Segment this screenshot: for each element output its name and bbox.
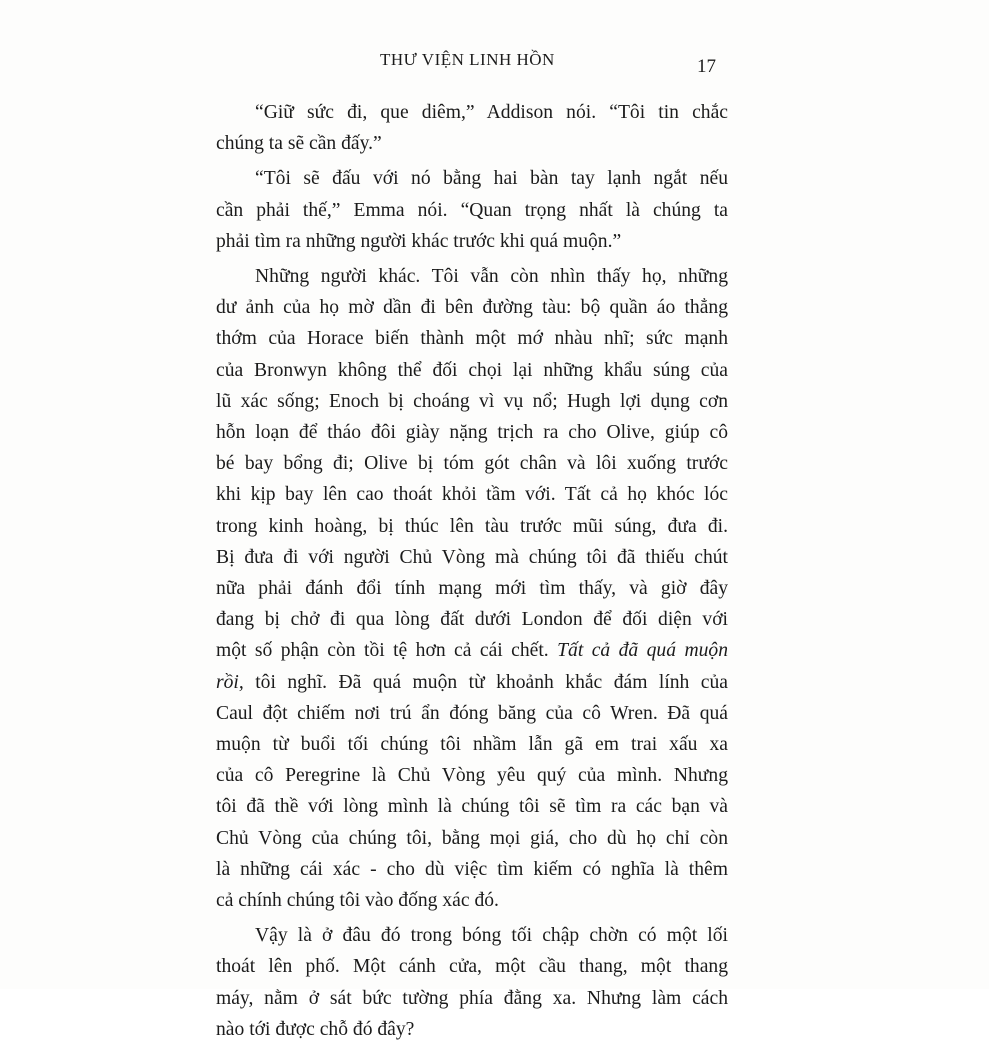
paragraph-1 xyxy=(216,97,728,159)
text-line: Caul đột chiếm nơi trú ẩn đóng băng của cô Wren. Đã quá xyxy=(216,702,728,724)
text-line: nữa phải đánh đổi tính mạng mới tìm thấy, và giờ đây xyxy=(216,578,728,600)
page-number: 17 xyxy=(697,56,716,77)
text-line: dư ảnh của họ mờ dần đi bên đường tàu: bộ quần áo thẳng xyxy=(216,297,728,319)
text-line: Vậy là ở đâu đó trong bóng tối chập chờn có một lối xyxy=(255,925,728,947)
text-line: thoát lên phố. Một cánh cửa, một cầu thang, một thang xyxy=(216,956,728,978)
text-segment: một số phận còn tồi tệ hơn cả cái chết. xyxy=(216,640,549,662)
body-text xyxy=(216,97,728,1045)
text-line: cần phải thế,” Emma nói. “Quan trọng nhất là chúng ta xyxy=(216,199,728,221)
text-line: lũ xác sống; Enoch bị choáng vì vụ nổ; Hugh lợi dụng cơn xyxy=(216,390,728,412)
text-line: cả chính chúng tôi vào đống xác đó. xyxy=(216,890,499,912)
text-line: của cô Peregrine là Chủ Vòng yêu quý của mình. Nhưng xyxy=(216,765,728,787)
text-line: nào tới được chỗ đó đây? xyxy=(216,1018,415,1040)
text-line: chúng ta sẽ cần đấy.” xyxy=(216,133,382,155)
paragraph-3 xyxy=(216,261,728,916)
text-line: trong kinh hoàng, bị thúc lên tàu trước mũi súng, đưa đi. xyxy=(216,515,728,537)
text-line: thớm của Horace biến thành một mớ nhàu nhĩ; sức mạnh xyxy=(216,328,728,350)
running-header: THƯ VIỆN LINH HỒN xyxy=(380,50,555,69)
text-line: máy, nằm ở sát bức tường phía đằng xa. Nhưng làm cách xyxy=(216,987,728,1009)
italic-text: Tất cả đã quá muộn xyxy=(557,640,728,662)
italic-text: rồi, xyxy=(216,671,244,693)
text-line: đang bị chở đi qua lòng đất dưới London để đối diện với xyxy=(216,609,728,631)
text-line: là những cái xác - cho dù việc tìm kiếm có nghĩa là thêm xyxy=(216,858,728,880)
text-line: muộn từ buổi tối chúng tôi nhầm lẫn gã em trai xấu xa xyxy=(216,734,728,756)
text-line-mixed xyxy=(216,667,728,698)
text-segment: tôi nghĩ. Đã quá muộn từ khoảnh khắc đám lính của xyxy=(255,671,728,693)
text-line: Chủ Vòng của chúng tôi, bằng mọi giá, cho dù họ chỉ còn xyxy=(216,827,728,849)
paragraph-2 xyxy=(216,163,728,257)
text-line: Những người khác. Tôi vẫn còn nhìn thấy họ, những xyxy=(255,266,728,288)
text-line-mixed xyxy=(216,635,728,666)
text-line: bé bay bổng đi; Olive bị tóm gót chân và lôi xuống trước xyxy=(216,453,728,475)
text-line: phải tìm ra những người khác trước khi quá muộn.” xyxy=(216,230,622,252)
text-line: “Giữ sức đi, que diêm,” Addison nói. “Tôi tin chắc xyxy=(255,102,728,123)
text-line: tôi đã thề với lòng mình là chúng tôi sẽ tìm ra các bạn và xyxy=(216,796,728,818)
paragraph-4 xyxy=(216,920,728,1045)
text-line: khi kịp bay lên cao thoát khỏi tầm với. Tất cả họ khóc lóc xyxy=(216,484,728,506)
text-line: hỗn loạn để tháo đôi giày nặng trịch ra cho Olive, giúp cô xyxy=(216,422,728,444)
text-line: Bị đưa đi với người Chủ Vòng mà chúng tôi đã thiếu chút xyxy=(216,546,728,568)
text-line: “Tôi sẽ đấu với nó bằng hai bàn tay lạnh ngắt nếu xyxy=(255,168,728,190)
text-line: của Bronwyn không thể đối chọi lại những khẩu súng của xyxy=(216,359,728,381)
